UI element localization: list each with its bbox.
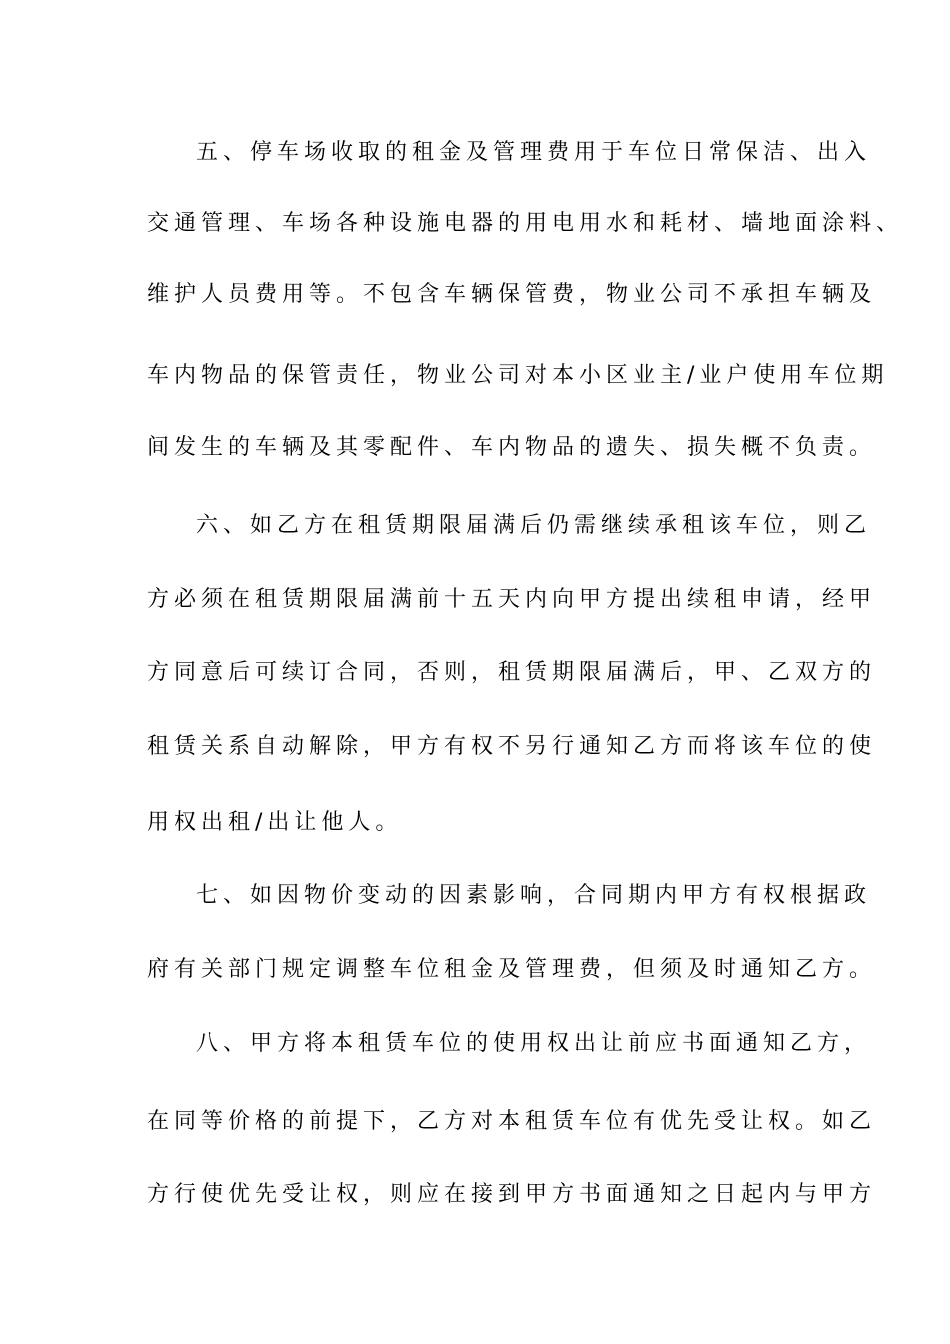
clause-8-line-1: 八、甲方将本租赁车位的使用权出让前应书面通知乙方， [196, 1031, 872, 1056]
clause-7-line-2: 府有关部门规定调整车位租金及管理费，但须及时通知乙方。 [147, 957, 877, 982]
clause-6-line-5: 用权出租/出让他人。 [147, 810, 403, 835]
clause-7-line-1: 七、如因物价变动的因素影响，合同期内甲方有权根据政 [196, 883, 872, 908]
clause-5-line-3: 维护人员费用等。不包含车辆保管费，物业公司不承担车辆及 [147, 282, 877, 307]
clause-5-line-4: 车内物品的保管责任，物业公司对本小区业主/业户使用车位期 [147, 363, 889, 388]
clause-6-line-3: 方同意后可续订合同，否则，租赁期限届满后，甲、乙双方的 [147, 660, 877, 685]
clause-6-line-2: 方必须在租赁期限届满前十五天内向甲方提出续租申请，经甲 [147, 587, 877, 612]
clause-5-line-1: 五、停车场收取的租金及管理费用于车位日常保洁、出入 [196, 140, 872, 165]
clause-6-line-1: 六、如乙方在租赁期限届满后仍需继续承租该车位，则乙 [196, 513, 872, 538]
clause-5-line-2: 交通管理、车场各种设施电器的用电用水和耗材、墙地面涂料、 [147, 211, 904, 236]
clause-8-line-3: 方行使优先受让权，则应在接到甲方书面通知之日起内与甲方 [147, 1182, 877, 1207]
clause-8-line-2: 在同等价格的前提下，乙方对本租赁车位有优先受让权。如乙 [147, 1109, 877, 1134]
clause-6-line-4: 租赁关系自动解除，甲方有权不另行通知乙方而将该车位的使 [147, 734, 877, 759]
clause-5-line-5: 间发生的车辆及其零配件、车内物品的遗失、损失概不负责。 [147, 435, 877, 460]
